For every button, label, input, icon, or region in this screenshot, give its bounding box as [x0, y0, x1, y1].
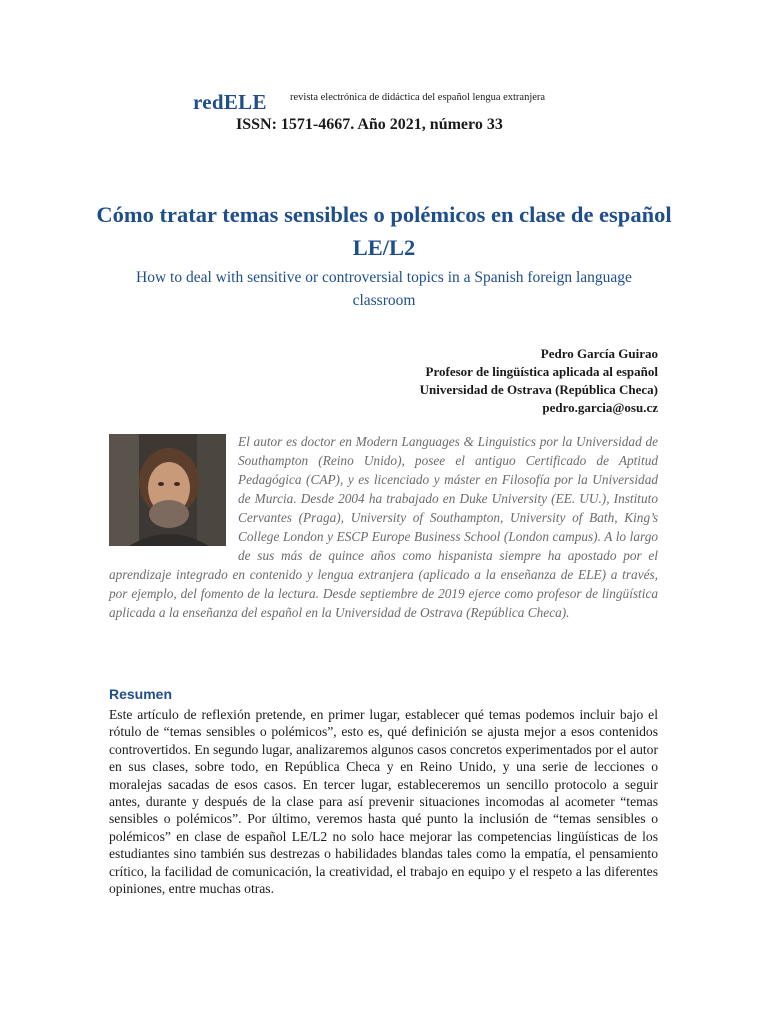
author-name: Pedro García Guirao [540, 346, 658, 361]
article-subtitle: How to deal with sensitive or controversial topics in a Spanish foreign language classroom [136, 269, 632, 309]
abstract-text: Este artículo de reflexión pretende, en primer lugar, establecer qué temas podemos incluir bajo el rótulo de “temas sensibles o polémicos”, esto es, qué definición se ajusta mejor a esos contenidos controvertidos. En segundo lugar, analizaremos algunos casos concretos experimentados por el autor en sus clases, sobre todo, en República Checa y en Reino Unido, y una serie de lecciones o moralejas sacadas de esos casos. En tercer lugar, estableceremos un sencillo protocolo a seguir antes, durante y después de la clase para así prevenir situaciones incomodas al acometer “temas sensibles o polémicos”. Por último, veremos hasta qué punto la inclusión de “temas sensibles o polémicos” en clase de español LE/L2 no solo hace mejorar las competencias lingüísticas de los estudiantes sino también sus destrezas o habilidades blandas tales como la empatía, el pensamiento crítico, la facilidad de comunicación, la creatividad, el trabajo en equipo y el respeto a las diferentes opiniones, entre muchas otras. [109, 707, 658, 897]
author-portrait-image [109, 434, 226, 546]
author-email[interactable]: pedro.garcia@osu.cz [542, 400, 658, 415]
author-position: Profesor de lingüística aplicada al español [425, 364, 658, 379]
abstract-heading: Resumen [109, 686, 173, 702]
author-block [420, 345, 658, 417]
journal-issn: ISSN: 1571-4667. Año 2021, número 33 [236, 116, 503, 133]
author-bio-text: El autor es doctor en Modern Languages & Linguistics por la Universidad de Southampton (Reino Unido), posee el antiguo Certificado de Aptitud Pedagógica (CAP), y es licenciado y máster en Filosofía por la Universidad de Murcia. Desde 2004 ha trabajado en Duke University (EE. UU.), Instituto Cervantes (Praga), University of Southampton, University of Bath, King’s College London y ESCP Europe Business School (London campus). A lo largo de sus más de quince años como hispanista siempre ha apostado por el aprendizaje integrado en contenido y lengua extranjera (aplicado a la enseñanza de ELE) a través, por ejemplo, del fomento de la lectura. Desde septiembre de 2019 ejerce como profesor de lingüística aplicada a la enseñanza del español en la Universidad de Ostrava (República Checa). [109, 434, 658, 620]
author-photo [109, 434, 226, 546]
journal-tagline: revista electrónica de didáctica del español lengua extranjera [290, 92, 546, 103]
author-affiliation: Universidad de Ostrava (República Checa) [419, 382, 658, 397]
journal-brand: redELE [193, 90, 267, 114]
author-bio [109, 432, 658, 622]
article-title: Cómo tratar temas sensibles o polémicos en clase de español LE/L2 [96, 202, 672, 260]
